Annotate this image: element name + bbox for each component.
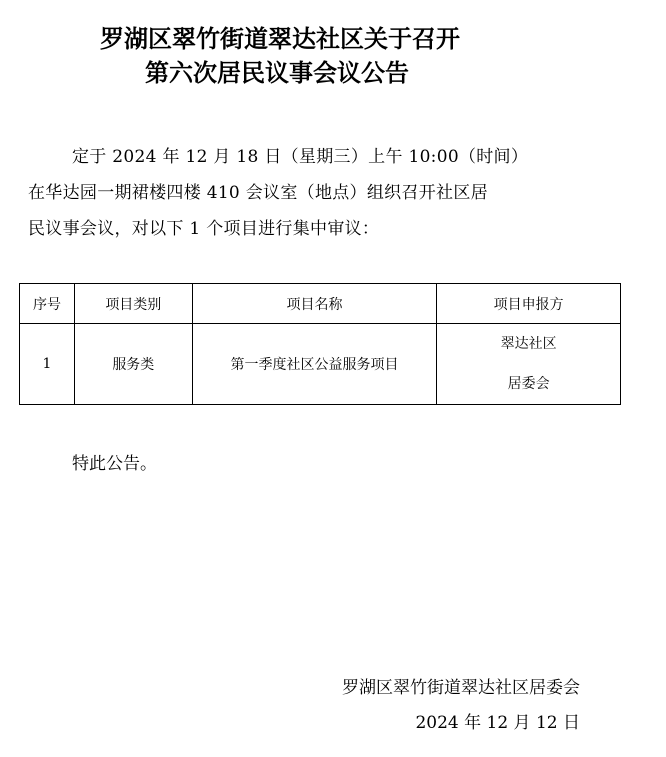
body-line-3: 民议事会议，对以下 1 个项目进行集中审议： <box>28 219 380 239</box>
title-line-2: 第六次居民议事会议公告 <box>145 59 409 87</box>
cell-project-name: 第一季度社区公益服务项目 <box>192 324 437 405</box>
cell-project-category: 服务类 <box>74 324 192 405</box>
header-project-name: 项目名称 <box>192 284 437 324</box>
header-serial-number: 序号 <box>20 284 75 324</box>
body-line-2: 在华达园一期裙楼四楼 410 会议室（地点）组织召开社区居 <box>28 183 488 203</box>
header-applicant: 项目申报方 <box>437 284 621 324</box>
body-line-1: 定于 2024 年 12 月 18 日（星期三）上午 10:00（时间） <box>72 147 529 167</box>
closing-notice: 特此公告。 <box>72 454 157 474</box>
project-table <box>19 283 621 405</box>
table-row <box>20 324 621 405</box>
table-header-row <box>20 284 621 324</box>
signature-organization: 罗湖区翠竹街道翠达社区居委会 <box>342 678 580 698</box>
title-line-1: 罗湖区翠竹街道翠达社区关于召开 <box>100 25 460 53</box>
announcement-title <box>0 22 666 90</box>
applicant-line-2: 居委会 <box>507 376 550 392</box>
header-project-category: 项目类别 <box>74 284 192 324</box>
announcement-body <box>28 139 588 247</box>
cell-serial-number: 1 <box>20 324 75 405</box>
applicant-line-1: 翠达社区 <box>500 336 557 352</box>
signature-date: 2024 年 12 月 12 日 <box>415 713 580 733</box>
cell-applicant <box>437 324 621 405</box>
